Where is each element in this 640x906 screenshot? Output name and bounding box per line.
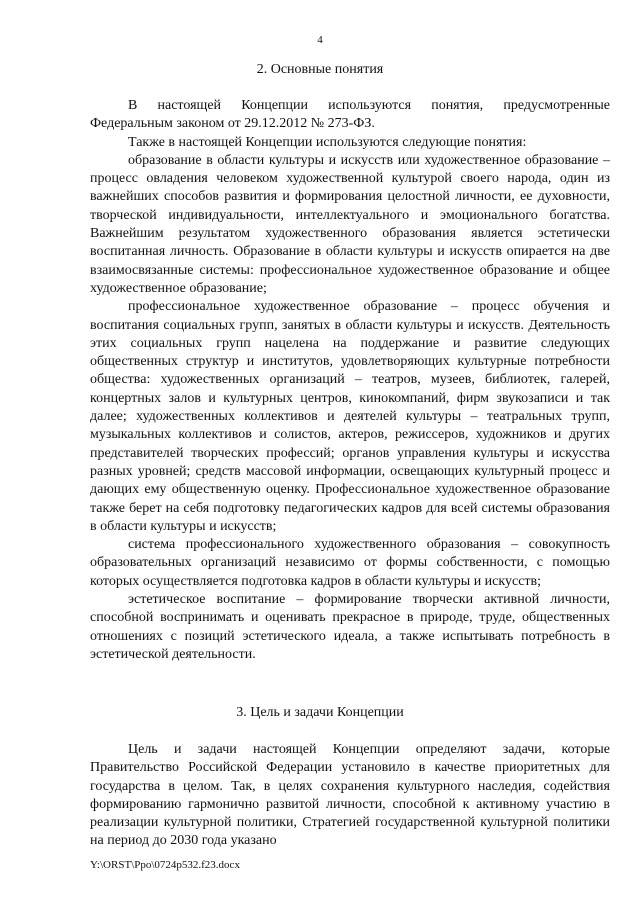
section-3-body (90, 741, 610, 851)
paragraph: В настоящей Концепции используются понятия, предусмотренные Федеральным законом от 29.12.2012 № 273-ФЗ. (90, 98, 610, 132)
paragraph: Также в настоящей Концепции используются следующие понятия: (128, 134, 527, 150)
paragraph: система профессионального художественного образования – совокупность образовательных организаций независимо от формы собственности, с помощью которых осуществляется подготовка кадров в области культуры и искусств; (90, 537, 610, 589)
paragraph: Цель и задачи настоящей Концепции определяют задачи, которые Правительство Российской Федерации установило в качестве приоритетных для государства в целом. Так, в целях сохранения культурного наследия, содействия формированию гармонично развитой личности, способной к активному участию в реализации культурной политики, Стратегией государственной культурной политики на период до 2030 года указано (90, 742, 610, 849)
section-2-body (90, 97, 610, 664)
paragraph: профессиональное художественное образование – процесс обучения и воспитания социальных групп, занятых в области культуры и искусств. Деятельность этих социальных групп нацелена на поддержание и развитие следующих общественных структур и институтов, удовлетворяющих культурные потребности общества: художественных организаций – театров, музеев, библиотек, галерей, концертных залов и культурных центров, кинокомпаний, фирм звукозаписи и так далее; художественных коллективов и деятелей культуры – театральных трупп, музыкальных коллективов и солистов, актеров, режиссеров, художников и других представителей творческих профессий; органов управления культуры и искусства разных уровней; средств массовой информации, освещающих культурный процесс и дающих ему общественную оценку. Профессиональное художественное образование также берет на себя подготовку педагогических кадров для всей системы образования в области культуры и искусств; (90, 299, 610, 534)
file-path-footer: Y:\ORST\Ppo\0724p532.f23.docx (90, 859, 240, 871)
section-3-title: 3. Цель и задачи Концепции (236, 705, 404, 720)
section-2-title: 2. Основные понятия (256, 62, 384, 77)
page-number: 4 (317, 34, 323, 46)
paragraph: эстетическое воспитание – формирование творчески активной личности, способной воспринимать и оценивать прекрасное в природе, труде, общественных отношениях с позиций эстетического идеала, а также испытывать потребность в эстетической деятельности. (90, 592, 610, 662)
paragraph: образование в области культуры и искусств или художественное образование – процесс овладения человеком художественной культурой своего народа, один из важнейших способов развития и формирования целостной личности, ее духовности, творческой индивидуальности, интеллектуального и эмоционального богатства. Важнейшим результатом художественного образования является эстетически воспитанная личность. Образование в области культуры и искусств опирается на две взаимосвязанные системы: профессиональное художественное образование и общее художественное образование; (90, 152, 610, 296)
